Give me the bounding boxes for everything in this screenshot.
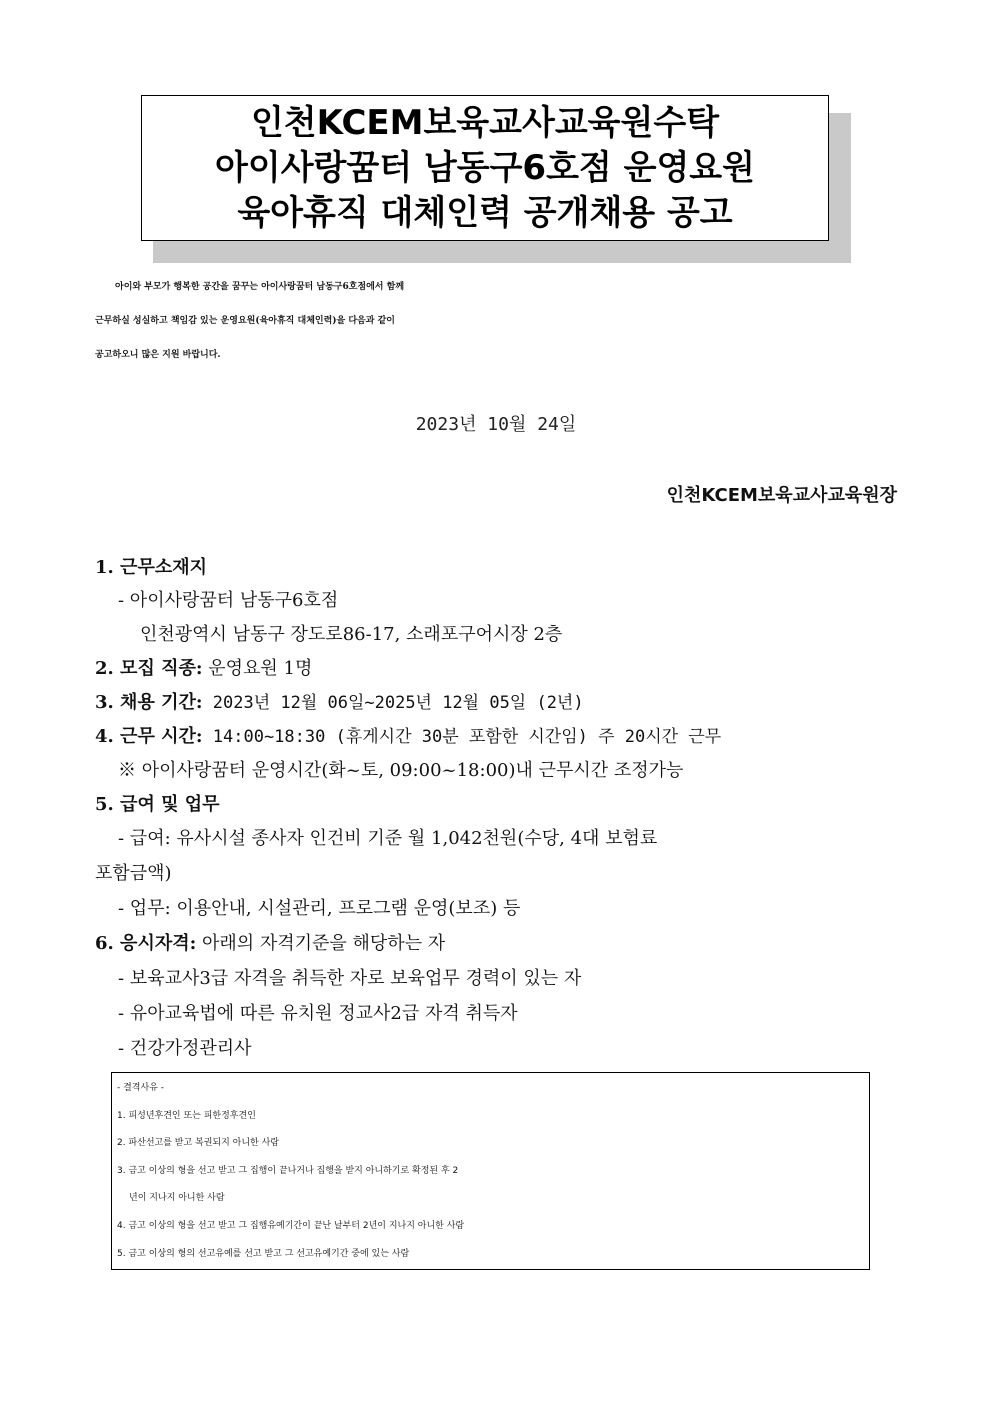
- section-6: [95, 931, 445, 957]
- intro-line-2: 근무하실 성실하고 책임감 있는 운영요원(육아휴직 대체인력)을 다음과 같이: [95, 316, 395, 326]
- title-line-2: 아이사랑꿈터 남동구6호점 운영요원: [215, 147, 755, 188]
- section-4-label: 4. 근무 시간:: [95, 726, 203, 747]
- section-4-value: 14:00~18:30 (휴게시간 30분 포함한 시간임) 주 20시간 근무: [202, 727, 722, 747]
- section-5-work: - 업무: 이용안내, 시설관리, 프로그램 운영(보조) 등: [118, 898, 521, 919]
- section-4-note: ※ 아이사랑꿈터 운영시간(화~토, 09:00~18:00)내 근무시간 조정가능: [118, 760, 684, 781]
- section-4: [95, 724, 721, 750]
- section-3-label: 3. 채용 기간:: [95, 692, 203, 713]
- disqualification-box: [111, 1072, 870, 1270]
- title-box: [141, 95, 829, 241]
- disqualification-item-2: 2. 파산선고를 받고 복권되지 아니한 사람: [117, 1138, 279, 1149]
- section-5-pay-line-2: 포함금액): [95, 863, 172, 884]
- intro-line-3: 공고하오니 많은 지원 바랍니다.: [95, 350, 221, 360]
- section-3-value: 2023년 12월 06일~2025년 12월 05일 (2년): [202, 693, 584, 713]
- section-2-label: 2. 모집 직종:: [95, 658, 203, 679]
- title-line-1: 인천KCEM보육교사교육원수탁: [250, 102, 720, 143]
- signer: 인천KCEM보육교사교육원장: [666, 485, 897, 506]
- section-5-pay-line-1: - 급여: 유사시설 종사자 인건비 기준 월 1,042천원(수당, 4대 보험료: [118, 828, 658, 849]
- qualification-2: - 유아교육법에 따른 유치원 정교사2급 자격 취득자: [118, 1003, 518, 1024]
- intro-line-1: 아이와 부모가 행복한 공간을 꿈꾸는 아이사랑꿈터 남동구6호점에서 함께: [115, 282, 405, 292]
- title-line-3: 육아휴직 대체인력 공개채용 공고: [237, 192, 733, 233]
- section-6-value: 아래의 자격기준을 해당하는 자: [196, 933, 446, 954]
- disqualification-item-5: 5. 금고 이상의 형의 선고유예를 선고 받고 그 선고유예기간 중에 있는 사람: [117, 1248, 410, 1259]
- qualification-3: - 건강가정관리사: [118, 1038, 252, 1059]
- section-1-place: - 아이사랑꿈터 남동구6호점: [118, 590, 339, 611]
- section-1-title: [95, 555, 207, 581]
- intro-paragraph: [95, 270, 870, 372]
- section-3: [95, 690, 584, 716]
- section-5-title-text: 5. 급여 및 업무: [95, 794, 220, 815]
- section-1-address: 인천광역시 남동구 장도로86-17, 소래포구어시장 2층: [140, 624, 563, 645]
- section-5-title: [95, 792, 220, 818]
- disqualification-item-1: 1. 피성년후견인 또는 피한정후견인: [117, 1110, 256, 1121]
- qualification-1: - 보육교사3급 자격을 취득한 자로 보육업무 경력이 있는 자: [118, 968, 582, 989]
- section-2-value: 운영요원 1명: [202, 658, 313, 679]
- disqualification-item-3: 3. 금고 이상의 형을 선고 받고 그 집행이 끝나거나 집행을 받지 아니하기로 확정된 후 2: [117, 1165, 459, 1176]
- section-1-title-text: 1. 근무소재지: [95, 557, 207, 578]
- announcement-date: 2023년 10월 24일: [415, 414, 577, 435]
- section-6-label: 6. 응시자격:: [95, 933, 197, 954]
- disqualification-item-3-continued: 년이 지나지 아니한 사람: [129, 1193, 225, 1204]
- section-2: [95, 656, 312, 682]
- disqualification-header: - 결격사유 -: [117, 1083, 164, 1093]
- disqualification-item-4: 4. 금고 이상의 형을 선고 받고 그 집행유예기간이 끝난 날부터 2년이 지나지 아니한 사람: [117, 1220, 465, 1231]
